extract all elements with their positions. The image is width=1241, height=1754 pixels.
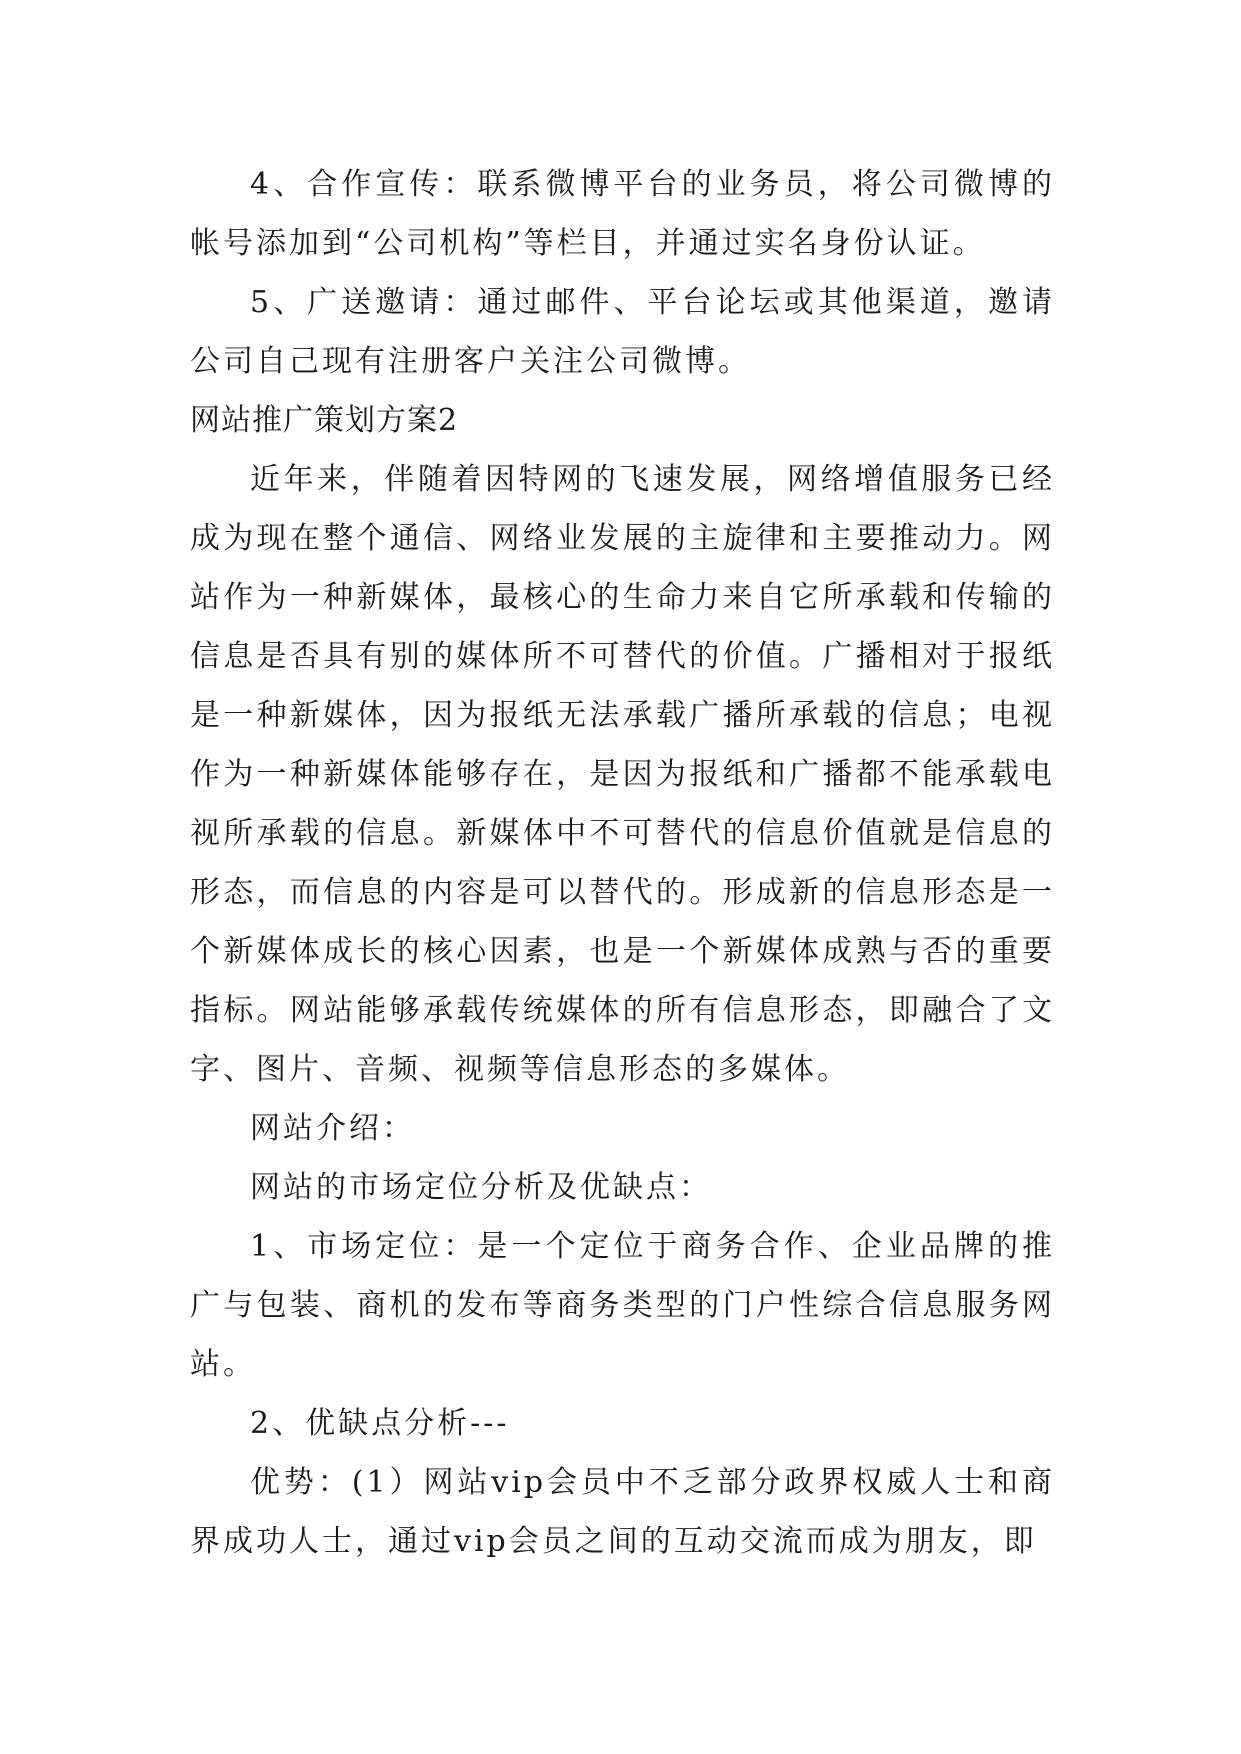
paragraph-site-intro: 网站介绍： [250,1111,415,1146]
paragraph-market-analysis: 网站的市场定位分析及优缺点： [250,1170,712,1205]
paragraph-advantages: 优势：(1）网站vip会员中不乏部分政界权威人士和商界成功人士，通过vip会员之间的互动交流而成为朋友，即 [190,1465,1055,1559]
paragraph-invitation: 5、广送邀请：通过邮件、平台论坛或其他渠道，邀请公司自己现有注册客户关注公司微博。 [190,285,1055,379]
paragraph-cooperation: 4、合作宣传：联系微博平台的业务员，将公司微博的帐号添加到“公司机构”等栏目，并通过实名身份认证。 [190,167,1055,261]
paragraph-pros-cons: 2、优缺点分析--- [250,1406,510,1441]
paragraph-market-position: 1、市场定位：是一个定位于商务合作、企业品牌的推广与包装、商机的发布等商务类型的门户性综合信息服务网站。 [190,1229,1055,1382]
document-body [190,155,1055,1571]
section-heading: 网站推广策划方案2 [190,403,459,438]
paragraph-intro: 近年来，伴随着因特网的飞速发展，网络增值服务已经成为现在整个通信、网络业发展的主旋律和主要推动力。网站作为一种新媒体，最核心的生命力来自它所承载和传输的信息是否具有别的媒体所不可替代的价值。广播相对于报纸是一种新媒体，因为报纸无法承载广播所承载的信息；电视作为一种新媒体能够存在，是因为报纸和广播都不能承载电视所承载的信息。新媒体中不可替代的信息价值就是信息的形态，而信息的内容是可以替代的。形成新的信息形态是一个新媒体成长的核心因素，也是一个新媒体成熟与否的重要指标。网站能够承载传统媒体的所有信息形态，即融合了文字、图片、音频、视频等信息形态的多媒体。 [190,462,1055,1087]
